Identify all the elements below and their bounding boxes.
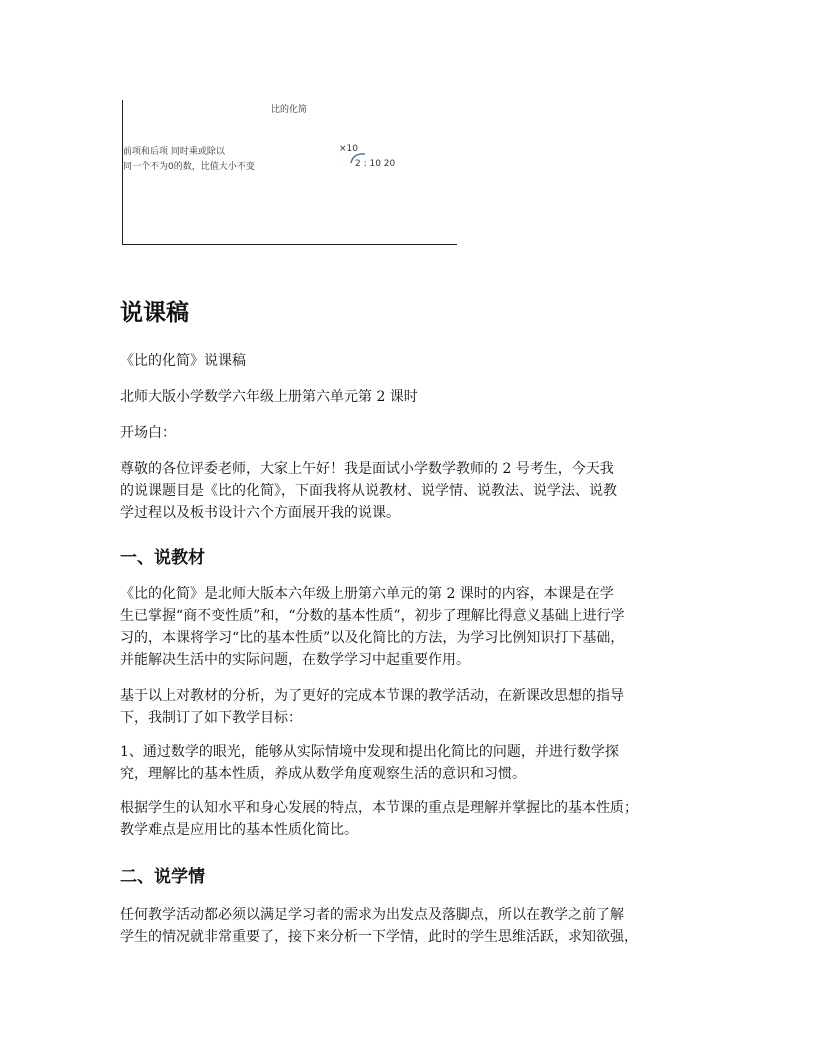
- board-line-2: 同一个不为0的数，比值大小不变: [123, 162, 255, 172]
- board-title: 比的化简: [271, 105, 308, 115]
- text-line: 基于以上对教材的分析，为了更好的完成本节课的教学活动，在新课改思想的指导: [120, 688, 624, 704]
- course-info: 北师大版小学数学六年级上册第六单元第 2 课时: [120, 389, 418, 405]
- text-line: 根据学生的认知水平和身心发展的特点，本节课的重点是理解并掌握比的基本性质；: [120, 800, 638, 816]
- teaching-goal: [120, 741, 708, 785]
- text-line: 学过程以及板书设计六个方面展开我的说课。: [120, 505, 400, 521]
- text-line: 尊敬的各位评委老师，大家上午好！我是面试小学数学教师的 2 号考生，今天我: [120, 461, 614, 477]
- materials-paragraph-2: [120, 685, 708, 729]
- section-heading-students: 二、说学情: [120, 867, 205, 887]
- blackboard-image: [122, 100, 457, 245]
- board-ratio: 2 : 10 20: [355, 159, 396, 169]
- students-paragraph-1: [120, 904, 708, 948]
- text-line: 教学难点是应用比的基本性质化简比。: [120, 822, 358, 838]
- text-line: 究，理解比的基本性质，养成从数学角度观察生活的意识和习惯。: [120, 766, 526, 782]
- text-line: 下，我制订了如下教学目标：: [120, 710, 302, 726]
- text-line: 生已掌握“商不变性质”和，“分数的基本性质”，初步了理解比得意义基础上进行学: [120, 608, 625, 624]
- text-line: 习的，本课将学习“比的基本性质”以及化简比的方法，为学习比例知识打下基础，: [120, 630, 625, 646]
- subtitle: 《比的化简》说课稿: [120, 353, 246, 369]
- text-line: 学生的情况就非常重要了，接下来分析一下学情，此时的学生思维活跃，求知欲强，: [120, 929, 638, 945]
- text-line: 1、通过数学的眼光，能够从实际情境中发现和提出化简比的问题，并进行数学探: [120, 744, 619, 760]
- doc-title: 说课稿: [120, 300, 189, 326]
- opening-paragraph: [120, 458, 708, 524]
- text-line: 并能解决生活中的实际问题，在数学学习中起重要作用。: [120, 652, 470, 668]
- opening-label: 开场白：: [120, 425, 176, 441]
- key-points-paragraph: [120, 797, 708, 841]
- text-line: 任何教学活动都必须以满足学习者的需求为出发点及落脚点，所以在教学之前了解: [120, 907, 624, 923]
- materials-paragraph-1: [120, 583, 708, 671]
- text-line: 的说课题目是《比的化简》，下面我将从说教材、说学情、说教法、说学法、说教: [120, 483, 617, 499]
- board-line-1: 前项和后项 同时乘或除以: [123, 147, 225, 157]
- section-heading-materials: 一、说教材: [120, 548, 205, 568]
- text-line: 《比的化简》是北师大版本六年级上册第六单元的第 2 课时的内容，本课是在学: [120, 586, 614, 602]
- board-multiplier: ×10: [339, 144, 358, 154]
